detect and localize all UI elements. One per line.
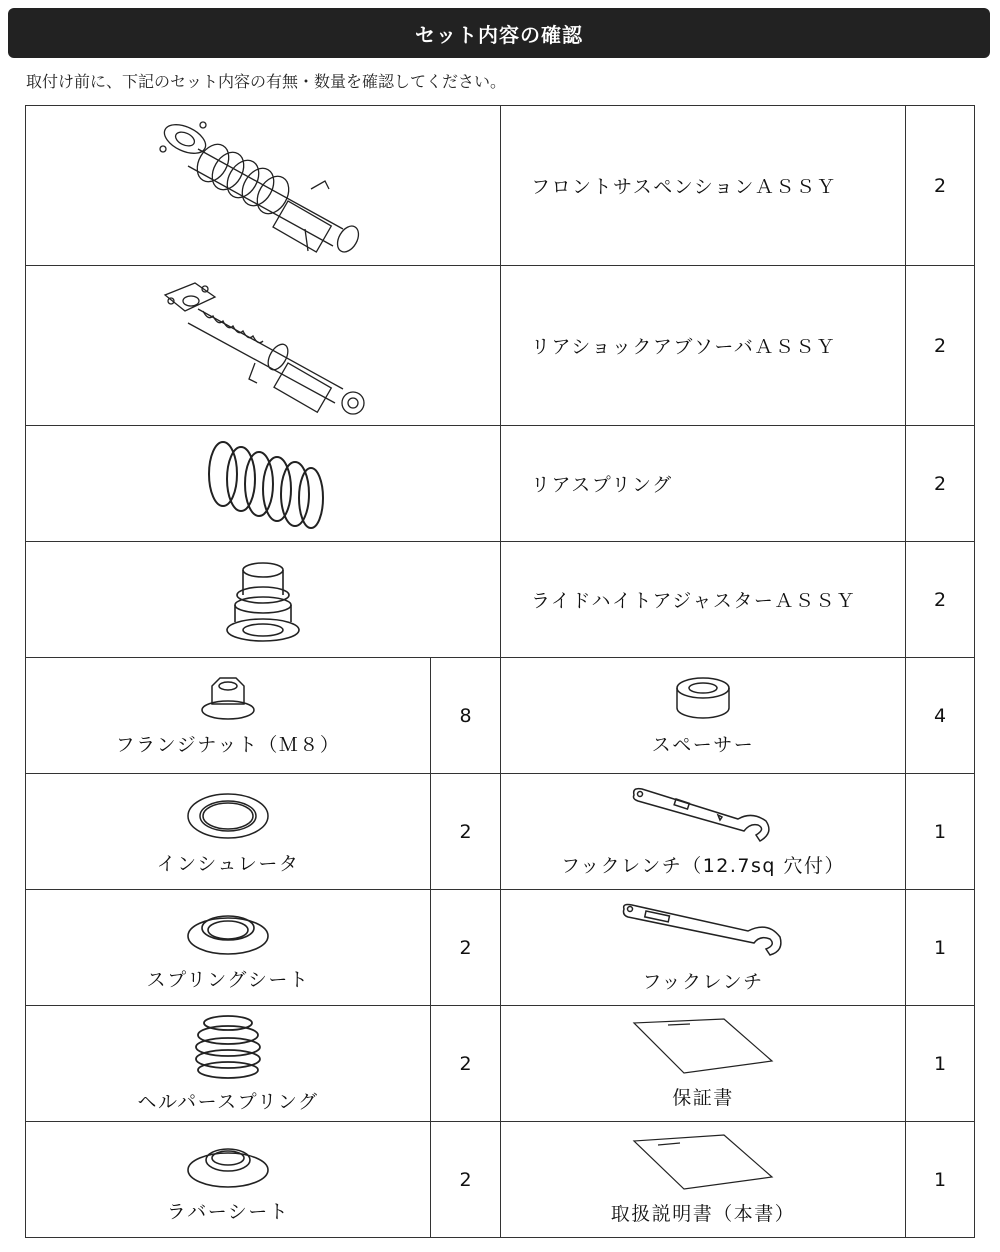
item-name: リアスプリング [501, 426, 906, 542]
item-cell [26, 890, 431, 1006]
item-qty: 2 [431, 774, 501, 890]
manual-document-icon [628, 1133, 778, 1193]
table-row [26, 658, 975, 774]
item-qty: 4 [906, 658, 975, 774]
item-cell [26, 1122, 431, 1238]
item-qty: 2 [431, 1006, 501, 1122]
item-name: ライドハイトアジャスターＡＳＳＹ [501, 542, 906, 658]
item-cell [501, 774, 906, 890]
item-name: フックレンチ [642, 971, 764, 993]
item-cell [501, 890, 906, 1006]
image-cell [26, 426, 501, 542]
item-name: リアショックアブソーバＡＳＳＹ [501, 266, 906, 426]
item-cell [26, 774, 431, 890]
table-row [26, 1122, 975, 1238]
item-qty: 1 [906, 1122, 975, 1238]
image-cell [26, 106, 501, 266]
item-name: ヘルパースプリング [137, 1091, 319, 1113]
height-adjuster-icon [218, 550, 308, 650]
item-qty: 2 [906, 542, 975, 658]
item-name: フランジナット（Ｍ８） [115, 734, 341, 756]
helper-spring-icon [188, 1013, 268, 1081]
item-qty: 2 [431, 890, 501, 1006]
item-name: スペーサー [651, 734, 755, 756]
table-row [26, 542, 975, 658]
item-name: フロントサスペンションＡＳＳＹ [501, 106, 906, 266]
intro-text: 取付け前に、下記のセット内容の有無・数量を確認してください。 [26, 72, 507, 91]
item-cell [26, 658, 431, 774]
item-name: インシュレータ [156, 852, 300, 875]
rubber-seat-icon [183, 1136, 273, 1191]
warranty-document-icon [628, 1017, 778, 1077]
item-qty: 1 [906, 890, 975, 1006]
spacer-icon [673, 674, 733, 724]
table-row [26, 890, 975, 1006]
section-header [8, 8, 990, 58]
front-suspension-icon [143, 111, 383, 261]
item-cell [26, 1006, 431, 1122]
item-name: 取扱説明書（本書） [610, 1203, 796, 1225]
insulator-icon [183, 788, 273, 843]
spring-seat-icon [183, 904, 273, 959]
item-name: 保証書 [672, 1087, 734, 1109]
item-qty: 1 [906, 1006, 975, 1122]
item-qty: 2 [906, 106, 975, 266]
item-qty: 2 [906, 426, 975, 542]
table-row [26, 1006, 975, 1122]
item-cell [501, 1122, 906, 1238]
hook-wrench-icon [628, 785, 778, 845]
contents-table [25, 105, 975, 1238]
table-row [26, 106, 975, 266]
item-name: ラバーシート [166, 1200, 290, 1223]
item-qty: 1 [906, 774, 975, 890]
item-qty: 2 [431, 1122, 501, 1238]
image-cell [26, 542, 501, 658]
table-row [26, 426, 975, 542]
table-row [26, 774, 975, 890]
image-cell [26, 266, 501, 426]
item-name: スプリングシート [146, 968, 310, 991]
table-row [26, 266, 975, 426]
flange-nut-icon [198, 674, 258, 724]
item-cell [501, 1006, 906, 1122]
item-qty: 2 [906, 266, 975, 426]
item-qty: 8 [431, 658, 501, 774]
item-cell [501, 658, 906, 774]
rear-shock-icon [143, 271, 383, 421]
coil-spring-icon [193, 434, 333, 534]
hook-wrench-icon [618, 901, 788, 961]
item-name: フックレンチ（12.7sq 穴付） [561, 855, 845, 877]
section-title: セット内容の確認 [415, 22, 583, 47]
